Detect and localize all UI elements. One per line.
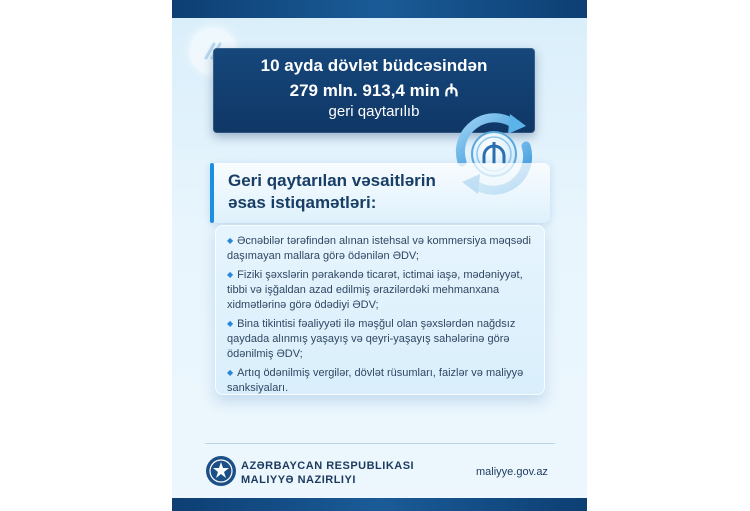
- top-band: [172, 0, 587, 18]
- ministry-name-line-2: MALIYYƏ NAZIRLIYI: [241, 474, 356, 486]
- headline-amount: 279 mln. 913,4 min ₼: [289, 81, 459, 100]
- subtitle-heading: [228, 170, 528, 214]
- bottom-band: [172, 498, 587, 511]
- bullet-diamond-icon: ◆: [227, 368, 234, 377]
- list-item-text: Artıq ödənilmiş vergilər, dövlət rüsumları, faizlər və maliyyə sanksiyaları.: [227, 367, 524, 394]
- website-link[interactable]: maliyye.gov.az: [476, 466, 548, 478]
- list-item-text: Bina tikintisi fəaliyyəti ilə məşğul olan şəxslərdən nağdsız qaydada alınmış yaşayış və qeyri-yaşayış sahələrinə görə ödənilmiş ƏDV;: [227, 318, 516, 360]
- ministry-name-line-1: AZƏRBAYCAN RESPUBLIKASI: [241, 460, 415, 472]
- list-item: [227, 365, 539, 396]
- list-item-text: Əcnəbilər tərəfindən alınan istehsal və kommersiya məqsədi daşımayan mallara görə ödənilən ƏDV;: [227, 235, 531, 262]
- subtitle-line-2: əsas istiqamətləri:: [228, 193, 377, 212]
- list-item: [227, 233, 539, 264]
- infographic-poster: [172, 0, 587, 511]
- ministry-emblem-icon: [205, 455, 237, 487]
- list-item-text: Fiziki şəxslərin pərakəndə ticarət, ictimai iaşə, mədəniyyət, tibbi və işğaldan azad edilmiş ərazilərdəki mehmanxana xidmətlərinə görə ödədiyi ƏDV;: [227, 269, 523, 311]
- directions-list: [227, 233, 539, 399]
- footer-divider: [205, 443, 555, 444]
- subtitle-accent-bar: [210, 163, 214, 223]
- bullet-diamond-icon: ◆: [227, 270, 234, 279]
- headline-line-3: geri qaytarılıb: [328, 103, 420, 120]
- headline-line-1: 10 ayda dövlət büdcəsindən: [260, 56, 488, 75]
- list-item: [227, 316, 539, 362]
- list-item: [227, 267, 539, 313]
- ministry-name: [241, 459, 414, 487]
- subtitle-line-1: Geri qaytarılan vəsaitlərin: [228, 171, 436, 190]
- bullet-diamond-icon: ◆: [227, 319, 234, 328]
- bullet-diamond-icon: ◆: [227, 236, 234, 245]
